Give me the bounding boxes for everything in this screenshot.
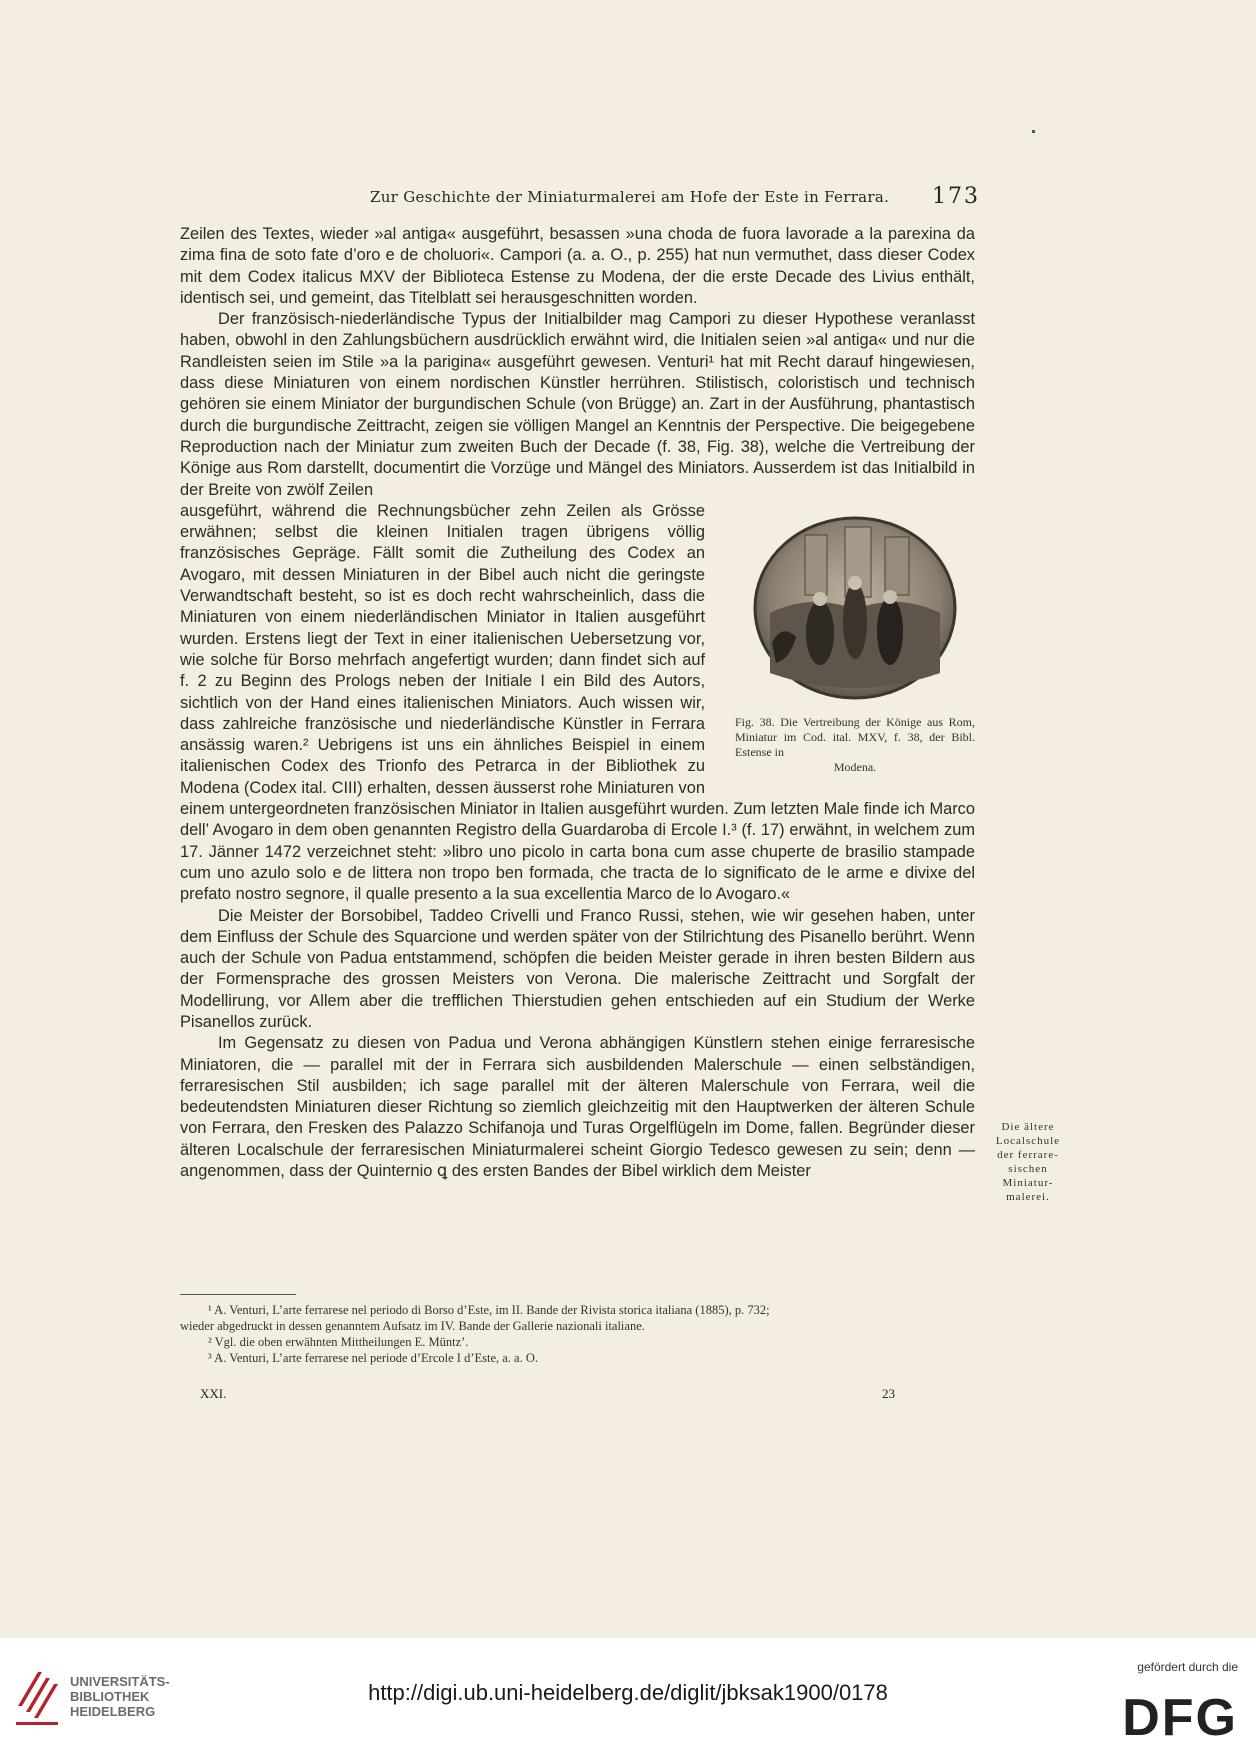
caption-end: Modena. [833,759,877,774]
footnotes [180,1302,975,1366]
paragraph: ausgeführt, während die Rechnungsbücher zehn Zeilen als Grösse erwähnen; selbst die kleinen Initialen tragen übrigens völlig französisches Gepräge. Fällt somit die Zutheilung des Codex an Avogaro, mit dessen Miniaturen in der Bibel auch nicht die geringste Verwandtschaft besteht, so ist es doch recht wahrscheinlich, dass die Miniaturen von einem niederländischen Miniator in Italien ausgeführt wurden. Erstens liegt der Text in einer italienischen Uebersetzung vor, wie solche für Borso mehrfach angefertigt wurden; dann findet sich auf f. 2 zu Beginn des Prologs neben der Initiale I ein Bild des Autors, sichtlich von der Hand eines italienischen Miniators. Auch wissen wir, dass zahlreiche französische und niederländische Künstler in Ferrara ansässig waren.² Uebrigens ist uns ein ähnliches Beispiel in einem italienischen Codex des Trionfo des Petrarca in der Bibliothek zu Modena (Codex ital. CIII) erhalten, dessen äusserst rohe Miniaturen von einem untergeordneten französischen Miniator in Italien ausgeführt wurden. Zum letzten Male finde ich Marco dell’ Avogaro in dem oben genannten Registro della Guardaroba di Ercole I.³ (f. 17) erwähnt, in welchem zum 17. Jänner 1472 verzeichnet steht: »libro uno picolo in carta bona cum asse chuperte de brasilio stampade cum uno azulo solo e de littera non tropo ben formada, che tracta de lo significato de le arme e divixe del prefato nostro segnore, il qualle presento a la sua excellentia Marco de lo Avogaro.« [180,501,975,904]
figure-38 [735,503,975,775]
margin-note-line: Die ältere [1001,1121,1055,1133]
signature-mark: XXI. [200,1386,227,1401]
figure-caption [735,715,975,775]
footnote: ³ A. Venturi, L’arte ferrarese nel periode d’Ercole I d’Este, a. a. O. [208,1351,538,1365]
paragraph: Der französisch-niederländische Typus der Initialbilder mag Campori zu dieser Hypothese veranlasst haben, obwohl in den Zahlungsbüchern ausdrücklich erwähnt wird, die Initialen seien »al antiga« und nur die Randleisten seien im Stile »a la parigina« ausgeführt gewesen. Venturi¹ hat mit Recht darauf hingewiesen, dass diese Miniaturen von einem nordischen Künstler herrühren. Stilistisch, coloristisch und technisch gehören sie einem Miniator der burgundischen Schule (von Brügge) an. Zart in der Ausführung, phantastisch durch die burgundische Zeittracht, zeigen sie völligen Mangel an Kenntnis der Perspective. Die beigegebene Reproduction nach der Miniatur zum zweiten Buch der Decade (f. 38, Fig. 38), welche die Vertreibung der Könige aus Rom darstellt, documentirt die Vorzüge und Mängel des Miniators. Ausserdem ist das Initialbild in der Breite von zwölf Zeilen [180,310,975,499]
margin-note-line: der ferrare- [997,1149,1059,1161]
footnote-rule [180,1294,296,1295]
miniature-illustration [750,513,960,703]
signature-number: 23 [882,1386,895,1401]
footnote: ² Vgl. die oben erwähnten Mittheilungen E. Müntz’. [208,1335,469,1349]
margin-note-line: Localschule [995,1135,1061,1147]
library-name-line: BIBLIOTHEK [70,1689,150,1704]
library-name-line: UNIVERSITÄTS- [70,1674,170,1689]
margin-note-line: Miniatur- [1002,1177,1054,1189]
body-text [180,224,975,1182]
library-name-line: HEIDELBERG [70,1704,156,1719]
paragraph: Im Gegensatz zu diesen von Padua und Verona abhängigen Künstlern stehen einige ferraresische Miniatoren, die — parallel mit der in Ferrara sich ausbildenden Malerschule — einen selbständigen, ferraresischen Stil ausbilden; ich sage parallel mit der älteren Malerschule von Ferrara, weil die bedeutendsten Miniaturen dieser Richtung so ziemlich gleichzeitig mit den Hauptwerken der älteren Schule von Ferrara, den Fresken des Palazzo Schifanoja und Turas Orgelflügeln im Dome, fallen. Begründer dieser älteren Localschule der ferraresischen Miniaturmalerei scheint Giorgio Tedesco gewesen zu sein; denn — angenommen, dass der Quinternio ꝗ des ersten Bandes der Bibel wirklich dem Meister [180,1034,975,1181]
margin-note [978,1120,1078,1204]
dfg-logo[interactable]: DFG [1122,1689,1238,1747]
running-title: Zur Geschichte der Miniaturmalerei am Hofe der Este in Ferrara. [370,188,890,206]
page-mark [1032,130,1035,133]
footnote-continuation: wieder abgedruckt in dessen genanntem Aufsatz im IV. Bande der Gallerie nazionali italiane. [180,1319,645,1333]
viewer-footer [0,1638,1256,1762]
paragraph: Zeilen des Textes, wieder »al antiga« ausgeführt, besassen »una choda de fuora lavorade a la parexina da zima fina de soto fate d’oro e de choluori«. Campori (a. a. O., p. 255) hat nun vermuthet, dass dieser Codex mit dem Codex italicus MXV der Biblioteca Estense zu Modena, der die erste Decade des Livius enthält, identisch sei, und gemeint, das Titelblatt sei herausgeschnitten worden. [180,225,975,307]
permalink-url[interactable]: http://digi.ub.uni-heidelberg.de/diglit/jbksak1900/0178 [368,1680,888,1705]
page-number: 173 [932,184,980,209]
margin-note-line: malerei. [1006,1191,1050,1203]
funded-by-label: gefördert durch die [1137,1660,1238,1674]
paragraph: Die Meister der Borsobibel, Taddeo Crivelli und Franco Russi, stehen, wie wir gesehen haben, unter dem Einfluss der Schule des Squarcione und werden später von der Stilrichtung des Pisanello berührt. Wenn auch der Schule von Padua entstammend, schöpfen die beiden Meister gerade in ihren besten Bildern aus der Formensprache des grossen Meisters von Verona. Die malerische Zeittracht und Sorgfalt der Modellirung, vor Allem aber die trefflichen Thierstudien gehen entschieden auf ein Studium der Werke Pisanellos zurück. [180,906,975,1031]
miniature-image [750,513,960,703]
caption-text: Fig. 38. Die Vertreibung der Könige aus Rom, Miniatur im Cod. ital. MXV, f. 38, der Bibl. Estense in [735,714,975,759]
margin-note-line: sischen [1008,1163,1048,1175]
footnote: ¹ A. Venturi, L’arte ferrarese nel periodo di Borso d’Este, im II. Bande der Rivista storica italiana (1885), p. 732; [208,1303,770,1317]
